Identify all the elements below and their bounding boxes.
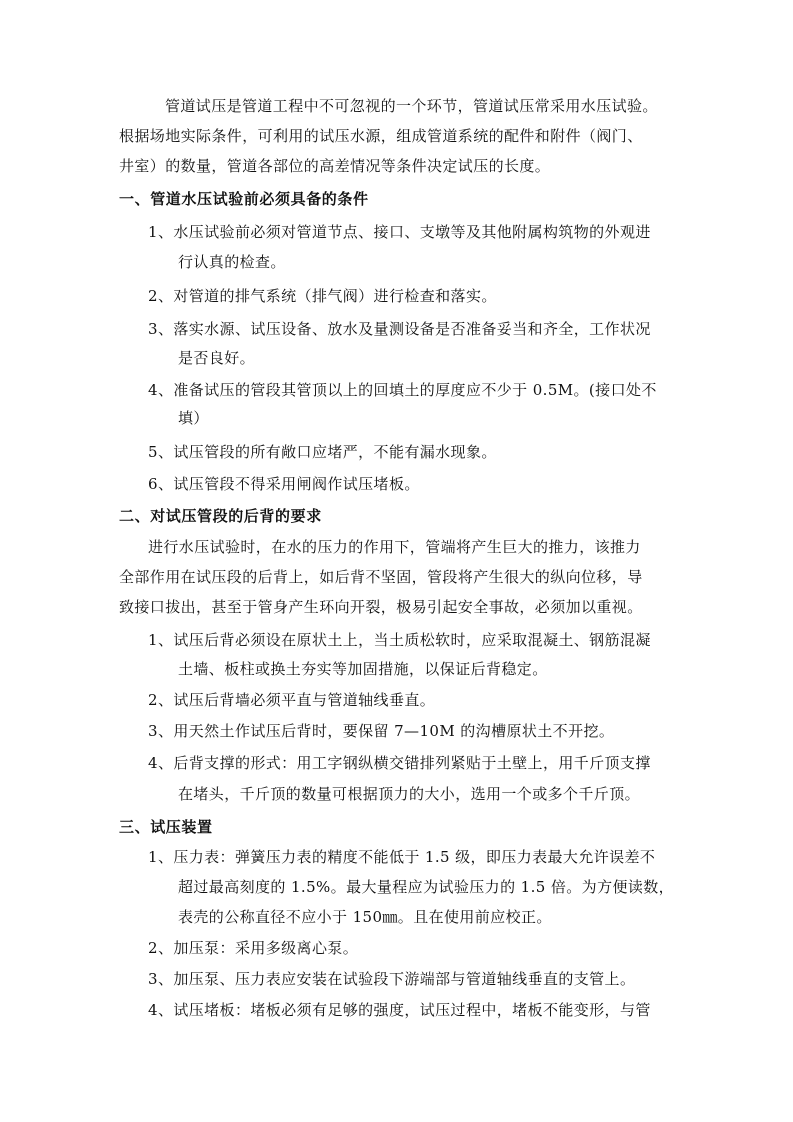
s1-item-4-line-2: 填） xyxy=(178,409,209,427)
s3-item-1-line-2: 超过最高刻度的 1.5%。最大量程应为试验压力的 1.5 倍。为方便读数， xyxy=(178,878,675,896)
s3-item-1-line-1: 1、压力表：弹簧压力表的精度不能低于 1.5 级，即压力表最大允许误差不 xyxy=(148,848,656,866)
s3-item-4-line-1: 4、试压堵板：堵板必须有足够的强度，试压过程中，堵板不能变形，与管 xyxy=(148,1001,651,1019)
s1-item-1-line-1: 1、水压试验前必须对管道节点、接口、支墩等及其他附属构筑物的外观进 xyxy=(148,223,651,241)
s2-item-1-line-2: 土墙、板柱或换土夯实等加固措施，以保证后背稳定。 xyxy=(178,660,548,678)
s2-paragraph-line-1: 进行水压试验时，在水的压力的作用下，管端将产生巨大的推力，该推力 xyxy=(148,538,641,556)
s1-item-2: 2、对管道的排气系统（排气阀）进行检查和落实。 xyxy=(148,287,497,305)
s3-item-2: 2、加压泵：采用多级离心泵。 xyxy=(148,939,359,957)
s1-item-1-line-2: 行认真的检查。 xyxy=(178,253,286,271)
s1-item-4-line-1: 4、准备试压的管段其管顶以上的回填土的厚度应不少于 0.5M。(接口处不 xyxy=(148,381,657,399)
s2-item-4-line-1: 4、后背支撑的形式：用工字钢纵横交错排列紧贴于土壁上，用千斤顶支撑 xyxy=(148,754,651,772)
section-1-heading: 一、管道水压试验前必须具备的条件 xyxy=(119,190,369,208)
intro-line-3: 井室）的数量，管道各部位的高差情况等条件决定试压的长度。 xyxy=(119,157,551,175)
s3-item-3: 3、加压泵、压力表应安装在试验段下游端部与管道轴线垂直的支管上。 xyxy=(148,970,636,988)
s2-item-1-line-1: 1、试压后背必须设在原状土上，当土质松软时，应采取混凝土、钢筋混凝 xyxy=(148,631,651,649)
s2-paragraph-line-2: 全部作用在试压段的后背上，如后背不坚固，管段将产生很大的纵向位移，导 xyxy=(119,568,643,586)
s3-item-1-line-3: 表壳的公称直径不应小于 150㎜。且在使用前应校正。 xyxy=(178,908,552,926)
s1-item-3-line-1: 3、落实水源、试压设备、放水及量测设备是否准备妥当和齐全，工作状况 xyxy=(148,320,651,338)
intro-line-1: 管道试压是管道工程中不可忽视的一个环节，管道试压常采用水压试验。 xyxy=(165,97,658,115)
section-3-heading: 三、试压装置 xyxy=(119,818,213,836)
s1-item-3-line-2: 是否良好。 xyxy=(178,349,256,367)
s1-item-5: 5、试压管段的所有敞口应堵严，不能有漏水现象。 xyxy=(148,443,497,461)
s2-item-2: 2、试压后背墙必须平直与管道轴线垂直。 xyxy=(148,691,436,709)
section-2-heading: 二、对试压管段的后背的要求 xyxy=(119,507,322,525)
s2-item-3: 3、用天然土作试压后背时，要保留 7—10M 的沟槽原状土不开挖。 xyxy=(148,722,615,740)
intro-line-2: 根据场地实际条件，可利用的试压水源，组成管道系统的配件和附件（阀门、 xyxy=(119,127,643,145)
s1-item-6: 6、试压管段不得采用闸阀作试压堵板。 xyxy=(148,475,420,493)
s2-paragraph-line-3: 致接口拔出，甚至于管身产生环向开裂，极易引起安全事故，必须加以重视。 xyxy=(119,598,643,616)
s2-item-4-line-2: 在堵头，千斤顶的数量可根据顶力的大小，选用一个或多个千斤顶。 xyxy=(178,785,641,803)
